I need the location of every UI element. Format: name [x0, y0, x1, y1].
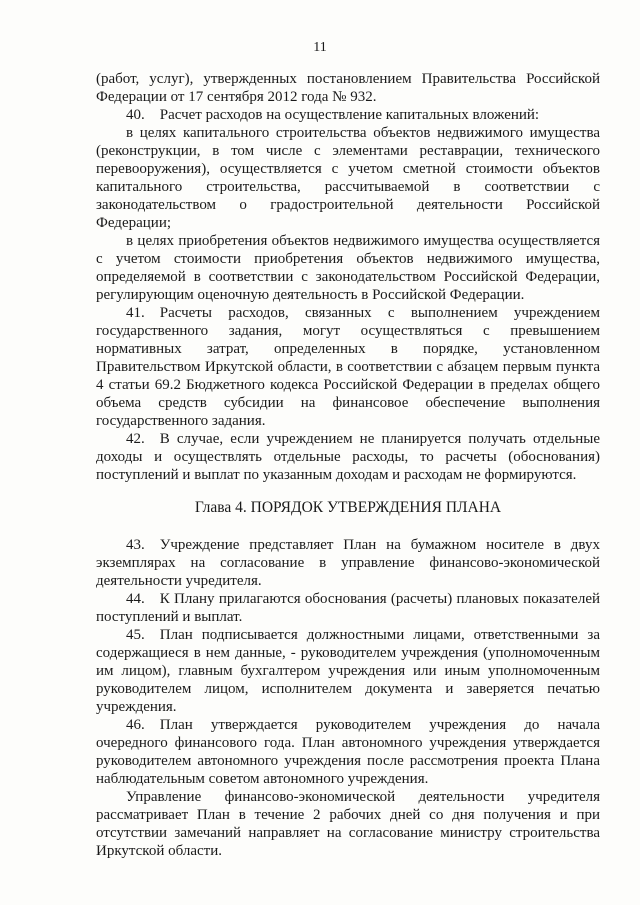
- paragraph: в целях приобретения объектов недвижимого имущества осуществляется с учетом стоимости приобретения объектов недвижимого имущества, определяемой в соответствии с законодательством Российской Федерации, регулирующим оценочную деятельность в Российской Федерации.: [96, 233, 600, 303]
- paragraph: (работ, услуг), утвержденных постановлением Правительства Российской Федерации от 17 сентября 2012 года № 932.: [96, 71, 600, 105]
- paragraph: в целях капитального строительства объектов недвижимого имущества (реконструкции, в том числе с элементами реставрации, технического перевооружения), осуществляется с учетом сметной стоимости объектов капитального строительства, рассчитываемой в соответствии с законодательством о градостроительной деятельности Российской Федерации;: [96, 125, 600, 231]
- paragraph-40: 40. Расчет расходов на осуществление капитальных вложений:: [126, 107, 540, 123]
- document-body: [96, 70, 600, 860]
- paragraph-43: 43. Учреждение представляет План на бумажном носителе в двух экземплярах на согласование в управление финансово-экономической деятельности учредителя.: [96, 537, 600, 589]
- paragraph-45: 45. План подписывается должностными лицами, ответственными за содержащиеся в нем данные, - руководителем учреждения (уполномоченным им лицом), главным бухгалтером учреждения или иным уполномоченным руководителем лицом, исполнителем документа и заверяется печатью учреждения.: [96, 627, 600, 715]
- paragraph-46: 46. План утверждается руководителем учреждения до начала очередного финансового года. План автономного учреждения утверждается руководителем автономного учреждения после рассмотрения проекта Плана наблюдательным советом автономного учреждения.: [96, 717, 600, 787]
- paragraph-42: 42. В случае, если учреждением не планируется получать отдельные доходы и осуществлять отдельные расходы, то расчеты (обоснования) поступлений и выплат по указанным доходам и расходам не формируются.: [96, 431, 600, 483]
- page-number: 11: [313, 40, 327, 55]
- paragraph-41: 41. Расчеты расходов, связанных с выполнением учреждением государственного задания, могут осуществляться с превышением нормативных затрат, определенных в порядке, установленном Правительством Иркутской области, в соответствии с абзацем первым пункта 4 статьи 69.2 Бюджетного кодекса Российской Федерации в пределах общего объема средств субсидии на финансовое обеспечение выполнения государственного задания.: [96, 305, 600, 429]
- paragraph-44: 44. К Плану прилагаются обоснования (расчеты) плановых показателей поступлений и выплат.: [96, 591, 600, 625]
- paragraph: Управление финансово-экономической деятельности учредителя рассматривает План в течение 2 рабочих дней со дня получения и при отсутствии замечаний направляет на согласование министру строительства Иркутской области.: [96, 789, 600, 859]
- chapter-heading: Глава 4. ПОРЯДОК УТВЕРЖДЕНИЯ ПЛАНА: [194, 499, 502, 516]
